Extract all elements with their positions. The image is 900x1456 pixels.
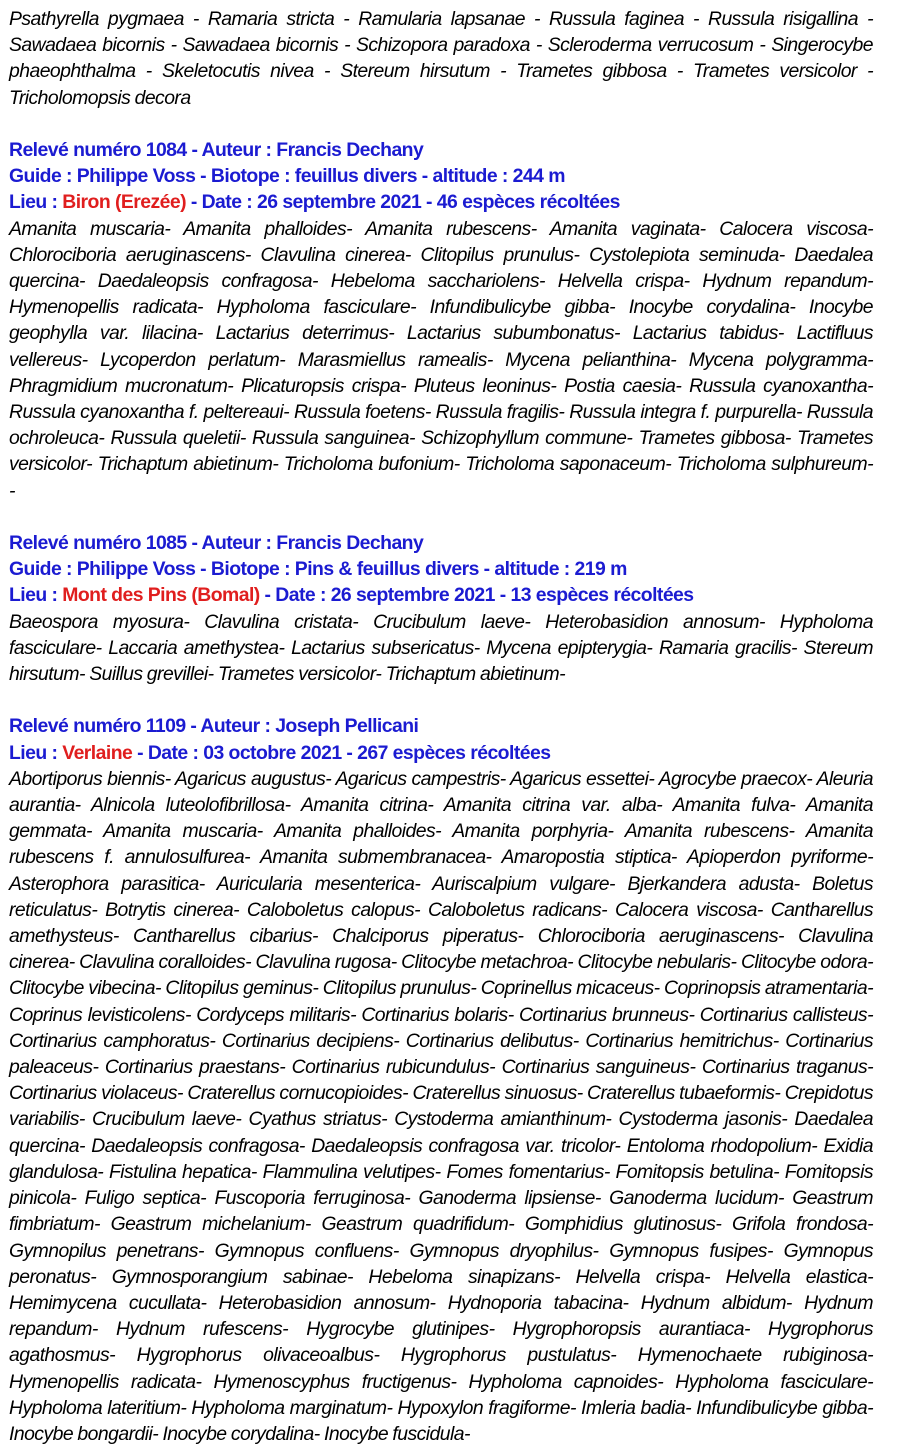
record-lieu — [9, 582, 873, 608]
lieu-label: Lieu : — [9, 191, 63, 214]
intro-species-list: Psathyrella pygmaea - Ramaria stricta - Ramularia lapsanae - Russula faginea - Russula risigallina - Sawadaea bicornis - Sawadaea bicornis - Schizopora paradoxa - Scleroderma verrucosum - Singerocybe phaeophthalma - Skeletocutis nivea - Stereum hirsutum - Trametes gibbosa - Trametes versicolor - Tricholomopsis decora — [9, 8, 873, 109]
record-species-list: Baeospora myosura- Clavulina cristata- Crucibulum laeve- Heterobasidion annosum- Hypholoma fasciculare- Laccaria amethystea- Lactarius subsericatus- Mycena epipterygia- Ramaria gracilis- Stereum hirsutum- Suillus grevillei- Trametes versicolor- Trichaptum abietinum- — [9, 610, 873, 686]
record-lieu — [9, 740, 873, 766]
lieu-date-count: - Date : 26 septembre 2021 - 46 espèces récoltées — [186, 191, 620, 214]
record-lieu — [9, 189, 873, 215]
record-guide: Guide : Philippe Voss - Biotope : feuillus divers - altitude : 244 m — [9, 165, 565, 188]
lieu-place: Biron (Erezée) — [62, 191, 187, 214]
records-list — [9, 137, 873, 1447]
lieu-label: Lieu : — [9, 741, 63, 764]
lieu-place: Mont des Pins (Bomal) — [62, 584, 260, 607]
record-guide: Guide : Philippe Voss - Biotope : Pins & feuillus divers - altitude : 219 m — [9, 558, 627, 581]
record-1109 — [9, 713, 873, 1447]
lieu-date-count: - Date : 03 octobre 2021 - 267 espèces récoltées — [132, 741, 551, 764]
document-page — [9, 6, 873, 1447]
record-header: Relevé numéro 1109 - Auteur : Joseph Pellicani — [9, 715, 419, 738]
record-1085 — [9, 530, 873, 687]
record-header: Relevé numéro 1084 - Auteur : Francis Dechany — [9, 139, 424, 161]
lieu-place: Verlaine — [62, 741, 133, 764]
record-species-list: Abortiporus biennis- Agaricus augustus- Agaricus campestris- Agaricus essettei- Agrocybe praecox- Aleuria aurantia- Alnicola luteolofibrillosa- Amanita citrina- Amanita citrina var. alba- Amanita fulva- Amanita gemmata- Amanita muscaria- Amanita phalloides- Amanita porphyria- Amanita rubescens- Amanita rubescens f. annulosulfurea- Amanita submembranacea- Amaropostia stiptica- Apioperdon pyriforme- Asterophora parasitica- Auricularia mesenterica- Auriscalpium vulgare- Bjerkandera adusta- Boletus reticulatus- Botrytis cinerea- Caloboletus calopus- Caloboletus radicans- Calocera viscosa- Cantharellus amethysteus- Cantharellus cibarius- Chalciporus piperatus- Chlorociboria aeruginascens- Clavulina cinerea- Clavulina coralloides- Clavulina rugosa- Clitocybe metachroa- Clitocybe nebularis- Clitocybe odora- Clitocybe vibecina- Clitopilus geminus- Clitopilus prunulus- Coprinellus micaceus- Coprinopsis atramentaria- Coprinus levisticolens- Cordyceps militaris- Cortinarius bolaris- Cortinarius brunneus- Cortinarius callisteus- Cortinarius camphoratus- Cortinarius decipiens- Cortinarius delibutus- Cortinarius hemitrichus- Cortinarius paleaceus- Cortinarius praestans- Cortinarius rubicundulus- Cortinarius sanguineus- Cortinarius traganus- Cortinarius violaceus- Craterellus cornucopioides- Craterellus sinuosus- Craterellus tubaeformis- Crepidotus variabilis- Crucibulum laeve- Cyathus striatus- Cystoderma amianthinum- Cystoderma jasonis- Daedalea quercina- Daedaleopsis confragosa- Daedaleopsis confragosa var. tricolor- Entoloma rhodopolium- Exidia glandulosa- Fistulina hepatica- Flammulina velutipes- Fomes fomentarius- Fomitopsis betulina- Fomitopsis pinicola- Fuligo septica- Fuscoporia ferruginosa- Ganoderma lipsiense- Ganoderma lucidum- Geastrum fimbriatum- Geastrum michelanium- Geastrum quadrifidum- Gomphidius glutinosus- Grifola frondosa- Gymnopilus penetrans- Gymnopus confluens- Gymnopus dryophilus- Gymnopus fusipes- Gymnopus peronatus- Gymnosporangium sabinae- Hebeloma sinapizans- Helvella crispa- Helvella elastica- Hemimycena cucullata- Heterobasidion annosum- Hydnoporia tabacina- Hydnum albidum- Hydnum repandum- Hydnum rufescens- Hygrocybe glutinipes- Hygrophoropsis aurantiaca- Hygrophorus agathosmus- Hygrophorus olivaceoalbus- Hygrophorus pustulatus- Hymenochaete rubiginosa- Hymenopellis radicata- Hymenoscyphus fructigenus- Hypholoma capnoides- Hypholoma fasciculare- Hypholoma lateritium- Hypholoma marginatum- Hypoxylon fragiforme- Imleria badia- Infundibulicybe gibba- Inocybe bongardii- Inocybe corydalina- Inocybe fuscidula- — [9, 767, 873, 1445]
lieu-date-count: - Date : 26 septembre 2021 - 13 espèces récoltées — [259, 584, 694, 607]
record-1084 — [9, 137, 873, 504]
record-header: Relevé numéro 1085 - Auteur : Francis Dechany — [9, 532, 424, 555]
lieu-label: Lieu : — [9, 584, 63, 607]
record-species-list: Amanita muscaria- Amanita phalloides- Amanita rubescens- Amanita vaginata- Calocera viscosa- Chlorociboria aeruginascens- Clavulina cinerea- Clitopilus prunulus- Cystolepiota seminuda- Daedalea quercina- Daedaleopsis confragosa- Hebeloma sacchariolens- Helvella crispa- Hydnum repandum- Hymenopellis radicata- Hypholoma fasciculare- Infundibulicybe gibba- Inocybe corydalina- Inocybe geophylla var. lilacina- Lactarius deterrimus- Lactarius subumbonatus- Lactarius tabidus- Lactifluus vellereus- Lycoperdon perlatum- Marasmiellus ramealis- Mycena pelianthina- Mycena polygramma- Phragmidium mucronatum- Plicaturopsis crispa- Pluteus leoninus- Postia caesia- Russula cyanoxantha- Russula cyanoxantha f. peltereaui- Russula foetens- Russula fragilis- Russula integra f. purpurella- Russula ochroleuca- Russula queletii- Russula sanguinea- Schizophyllum commune- Trametes gibbosa- Trametes versicolor- Trichaptum abietinum- Tricholoma bufonium- Tricholoma saponaceum- Tricholoma sulphureum- - — [9, 217, 873, 502]
